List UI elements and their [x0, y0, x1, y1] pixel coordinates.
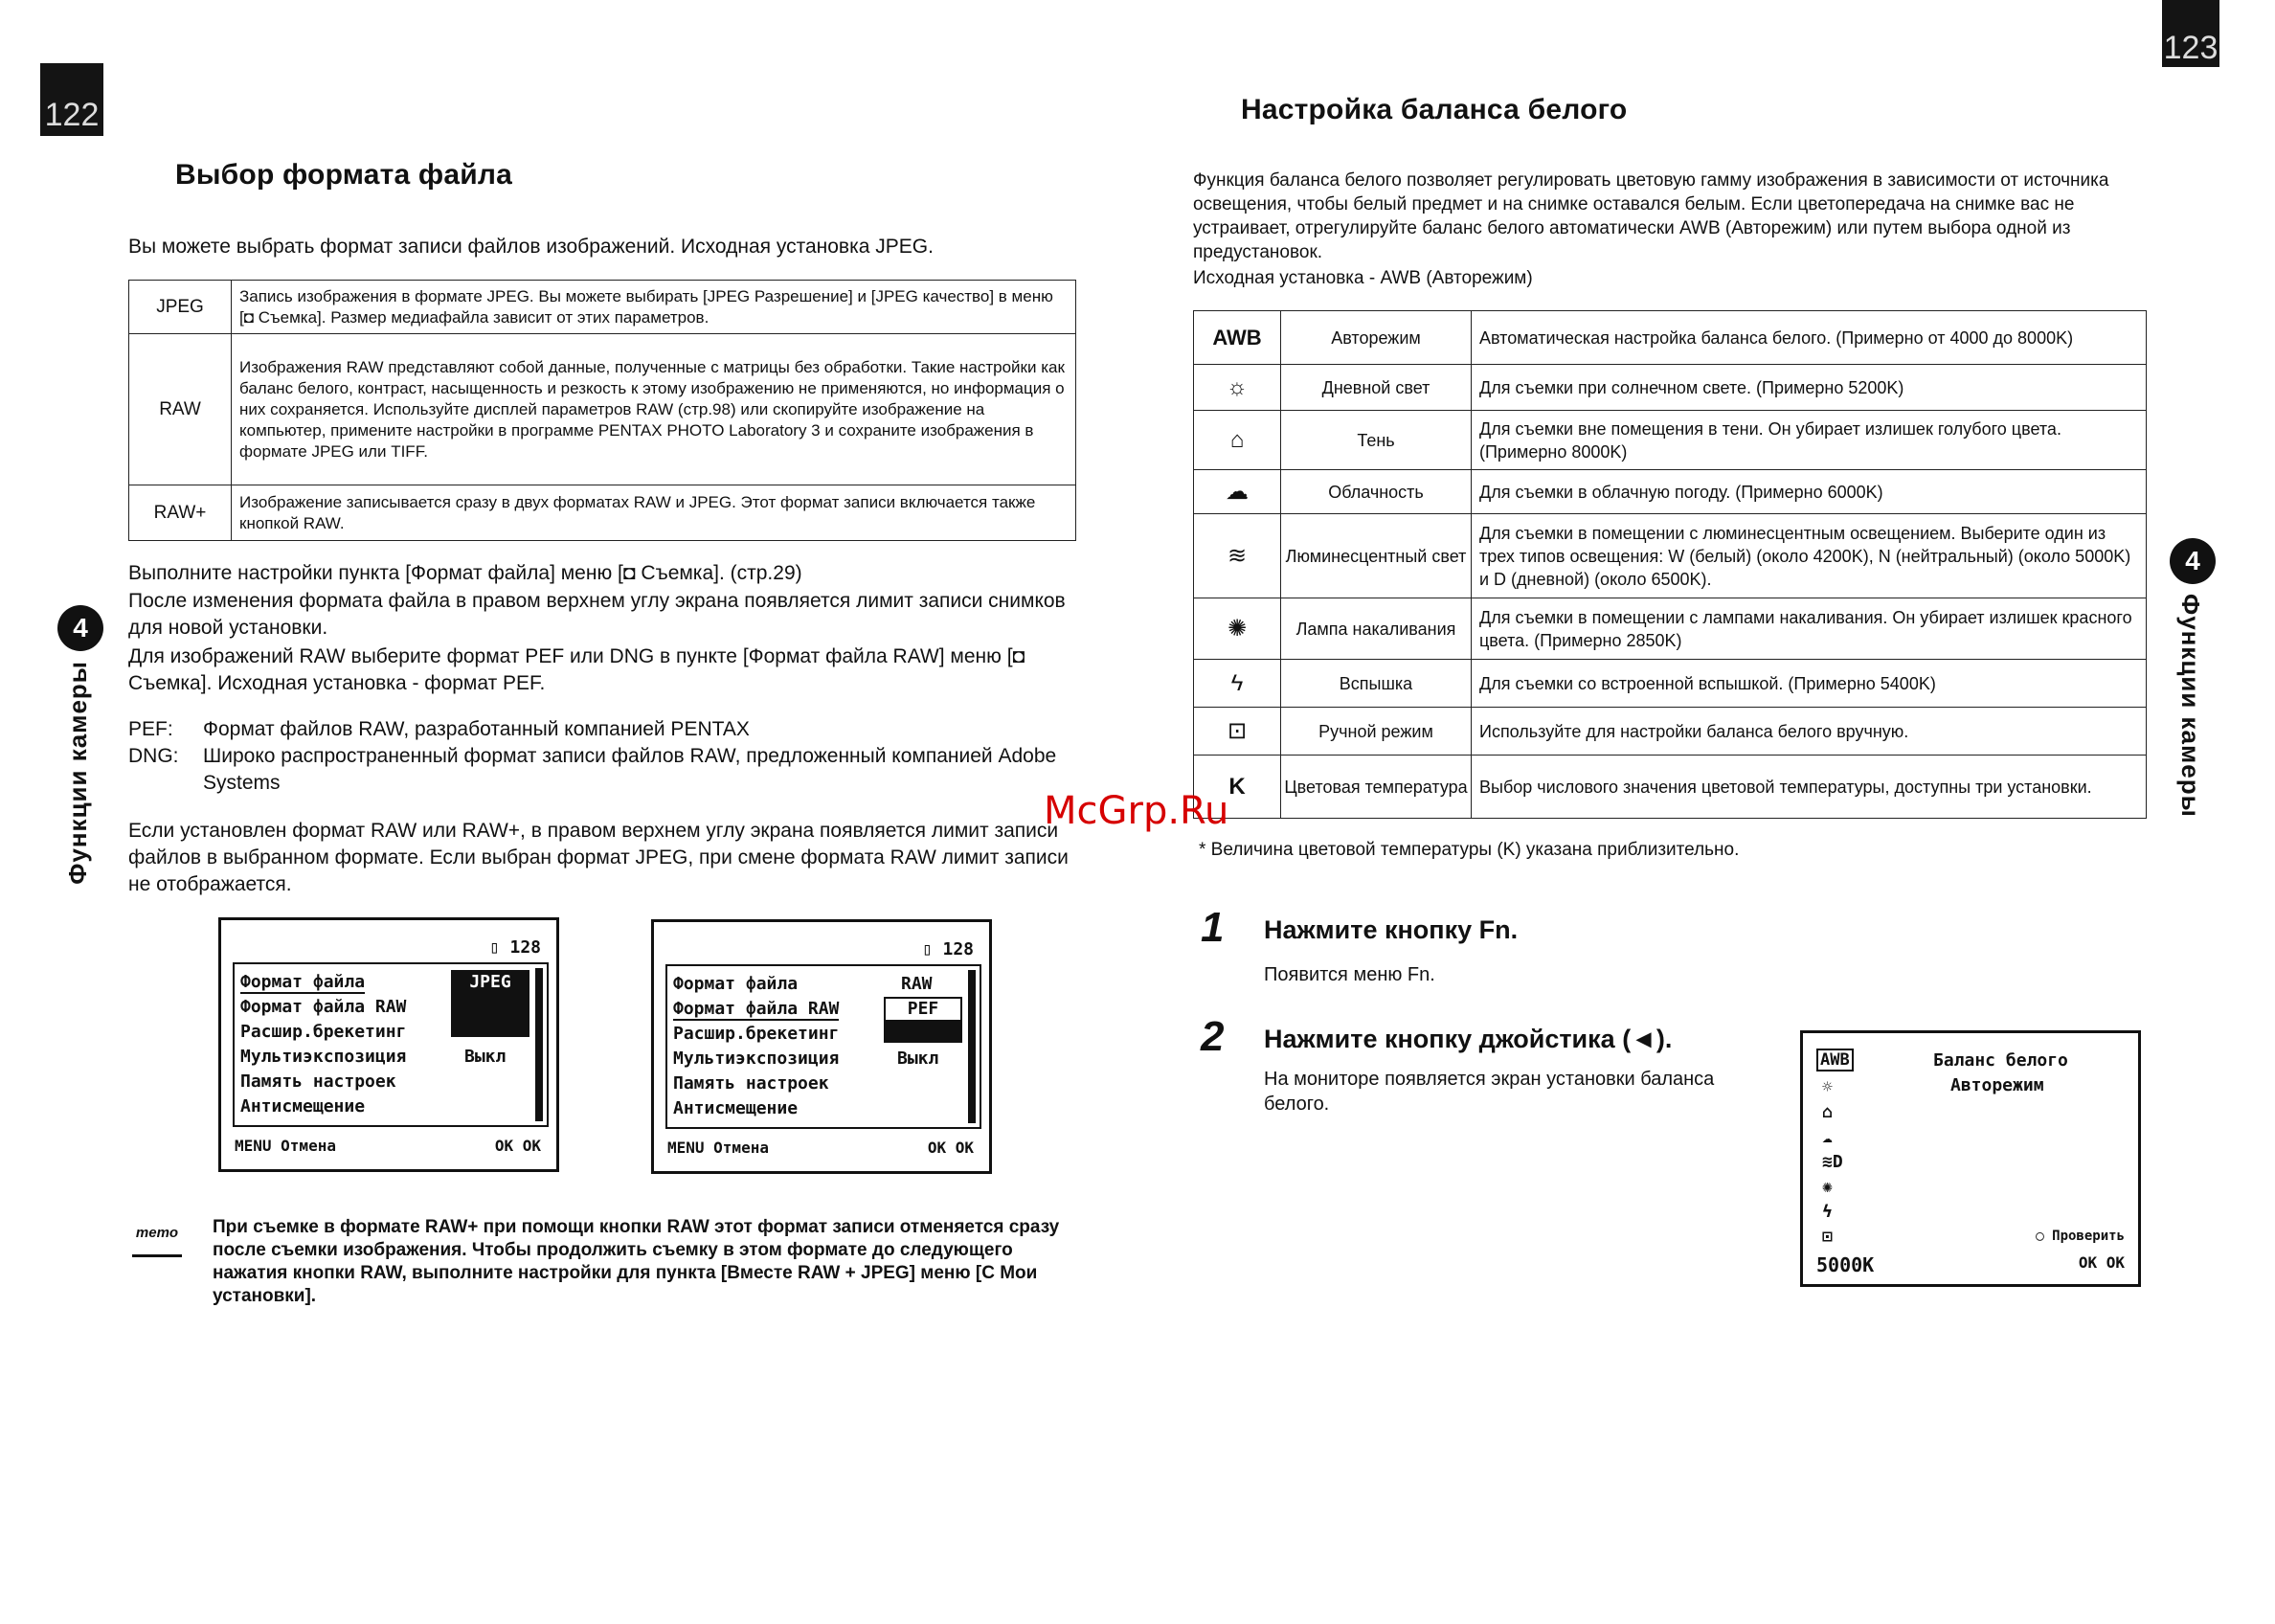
- wb-mode-desc: Для съемки в помещении с лампами накаливания. Он убирает излишек красного цвета. (Примерно 2850K): [1472, 598, 2147, 660]
- chapter-badge-left: 4: [57, 605, 103, 651]
- menu-item: Мультиэкспозиция: [240, 1047, 407, 1067]
- definition-text: Формат файлов RAW, разработанный компанией PENTAX: [203, 718, 750, 740]
- menu-item: Формат файла: [240, 972, 366, 992]
- ok-hint: OK OK: [494, 1137, 541, 1155]
- table-row: [1194, 470, 2147, 514]
- table-row: [1194, 411, 2147, 470]
- popup-value: JPEG: [469, 972, 511, 992]
- fluorescent-icon: ≋D: [1822, 1152, 1843, 1172]
- check-hint: ◯ Проверить: [2036, 1229, 2125, 1244]
- footnote: * Величина цветовой температуры (K) указана приблизительно.: [1199, 840, 1740, 860]
- side-label-left: Функции камеры: [63, 661, 92, 885]
- color-temp-icon: K: [1194, 756, 1281, 819]
- raw-format-popup: [884, 997, 962, 1022]
- menu-screen-raw: [651, 919, 992, 1174]
- table-row: [129, 281, 1076, 334]
- step-number: 1: [1201, 904, 1225, 951]
- memo-icon: [132, 1212, 182, 1257]
- chapter-badge-right: 4: [2170, 538, 2216, 584]
- manual-wb-icon: ⊡: [1822, 1227, 1833, 1247]
- wb-screen-subtitle: Авторежим: [1950, 1075, 2044, 1095]
- table-row: [129, 334, 1076, 485]
- manual-wb-icon: ⊡: [1194, 708, 1281, 756]
- table-row: [1194, 660, 2147, 708]
- right-page-title: Настройка баланса белого: [1241, 94, 1628, 125]
- wb-mode-name: Вспышка: [1281, 660, 1472, 708]
- wb-mode-name: Лампа накаливания: [1281, 598, 1472, 660]
- left-intro: Вы можете выбрать формат записи файлов изображений. Исходная установка JPEG.: [128, 236, 934, 258]
- format-key: JPEG: [129, 281, 232, 334]
- popup-value: PEF: [907, 999, 939, 1019]
- file-format-table: [128, 280, 1076, 541]
- wb-mode-name: Люминесцентный свет: [1281, 514, 1472, 598]
- menu-item: Антисмещение: [240, 1096, 366, 1116]
- menu-item: Память настроек: [240, 1071, 396, 1092]
- wb-mode-desc: Выбор числового значения цветовой температуры, доступны три установки.: [1472, 756, 2147, 819]
- side-label-right: Функции камеры: [2176, 594, 2205, 818]
- menu-item: Антисмещение: [673, 1098, 799, 1118]
- menu-list: [665, 964, 981, 1129]
- wb-screen: [1800, 1030, 2141, 1287]
- wb-mode-desc: Для съемки со встроенной вспышкой. (Примерно 5400K): [1472, 660, 2147, 708]
- right-intro: Функция баланса белого позволяет регулировать цветовую гамму изображения в зависимости от источника освещения, чтобы белый предмет и на снимке оставался белым. Если цветопередача на снимке вас не устраивает, отрегулируйте баланс белого автоматически AWB (Авторежим) или путем выбора одной из предустановок.: [1193, 170, 2109, 262]
- flash-icon: ϟ: [1822, 1202, 1833, 1222]
- multi-exposure-value: Выкл: [464, 1047, 507, 1067]
- menu-item: Формат файла RAW: [673, 999, 840, 1019]
- cancel-hint: MENU Отмена: [667, 1139, 769, 1157]
- wb-mode-name: Облачность: [1281, 470, 1472, 514]
- wb-icon-column: [1816, 1047, 1870, 1273]
- scrollbar: [968, 970, 976, 1123]
- flash-icon: ϟ: [1194, 660, 1281, 708]
- left-para-1: Выполните настройки пункта [Формат файла] меню [◘ Съемка]. (стр.29): [128, 562, 802, 584]
- wb-mode-desc: Автоматическая настройка баланса белого. (Примерно от 4000 до 8000K): [1472, 311, 2147, 365]
- page-number-left: 122: [40, 63, 103, 136]
- table-row: [1194, 708, 2147, 756]
- format-popup: [451, 970, 529, 1037]
- step-text: На мониторе появляется экран установки баланса белого.: [1264, 1069, 1715, 1115]
- table-row: [1194, 514, 2147, 598]
- step-number: 2: [1201, 1013, 1225, 1060]
- popup-fill: [884, 1022, 962, 1043]
- awb-icon: AWB: [1194, 311, 1281, 365]
- page-number-right: 123: [2162, 0, 2219, 67]
- ok-hint: OK OK: [2078, 1253, 2125, 1272]
- left-para-3: Для изображений RAW выберите формат PEF или DNG в пункте [Формат файла RAW] меню [◘ Съемка]. Исходная установка - формат PEF.: [128, 645, 1025, 694]
- menu-item: Расшир.брекетинг: [673, 1024, 840, 1044]
- memo-text: При съемке в формате RAW+ при помощи кнопки RAW этот формат записи отменяется сразу после съемки изображения. Чтобы продолжить съемку в этом формате до следующего нажатия кнопки RAW, выполните настройки для пункта [Вместе RAW + JPEG] меню [C Мои установки].: [213, 1217, 1060, 1306]
- table-row: [1194, 365, 2147, 411]
- wb-mode-name: Ручной режим: [1281, 708, 1472, 756]
- step-text: Появится меню Fn.: [1264, 964, 1435, 985]
- awb-icon: AWB: [1816, 1049, 1854, 1071]
- tungsten-icon: ✺: [1194, 598, 1281, 660]
- definition-list: [128, 716, 1086, 797]
- definition-dng: [128, 743, 1086, 797]
- definition-text: Широко распространенный формат записи файлов RAW, предложенный компанией Adobe Systems: [203, 745, 1057, 794]
- format-desc: Изображения RAW представляют собой данные, полученные с матрицы без обработки. Такие настройки как баланс белого, контраст, насыщенность и резкость к этому изображению не применяются, но информация о них сохраняется. Используйте дисплей параметров RAW (стр.98) или скопируйте изображение на компьютер, примените настройки в программе PENTAX PHOTO Laboratory 3 и сохраните изображения в формате JPEG или TIFF.: [232, 334, 1076, 485]
- table-row: [129, 485, 1076, 541]
- format-key: RAW: [129, 334, 232, 485]
- cloud-icon: ☁: [1194, 470, 1281, 514]
- table-row: [1194, 598, 2147, 660]
- table-row: [1194, 756, 2147, 819]
- cloud-icon: ☁: [1822, 1127, 1833, 1147]
- format-key: RAW+: [129, 485, 232, 541]
- wb-mode-desc: Для съемки в помещении с люминесцентным освещением. Выберите один из трех типов освещения: W (белый) (около 4200K), N (нейтральный) (около 5000K) и D (дневной) (около 6500K).: [1472, 514, 2147, 598]
- file-format-value: RAW: [901, 974, 933, 994]
- step-heading: Нажмите кнопку Fn.: [1264, 915, 1519, 944]
- definition-term: PEF:: [128, 718, 173, 740]
- shots-remaining: ▯ 128: [488, 937, 541, 958]
- menu-item: Формат файла: [673, 974, 799, 994]
- wb-temperature: 5000K: [1816, 1253, 1875, 1276]
- scrollbar: [535, 968, 543, 1121]
- shots-remaining: ▯ 128: [921, 939, 974, 959]
- wb-mode-desc: Для съемки вне помещения в тени. Он убирает излишек голубого цвета. (Примерно 8000K): [1472, 411, 2147, 470]
- menu-list: [233, 962, 549, 1127]
- definition-pef: [128, 716, 1086, 743]
- fluorescent-icon: ≋: [1194, 514, 1281, 598]
- format-desc: Запись изображения в формате JPEG. Вы можете выбирать [JPEG Разрешение] и [JPEG качество] в меню [◘ Съемка]. Размер медиафайла зависит от этих параметров.: [232, 281, 1076, 334]
- wb-mode-name: Цветовая температура: [1281, 756, 1472, 819]
- menu-item: Формат файла RAW: [240, 997, 407, 1017]
- right-intro-default: Исходная установка - AWB (Авторежим): [1193, 268, 1533, 288]
- menu-item: Расшир.брекетинг: [240, 1022, 407, 1042]
- shade-icon: ⌂: [1822, 1102, 1833, 1122]
- left-para-4: Если установлен формат RAW или RAW+, в правом верхнем углу экрана появляется лимит записи файлов в выбранном формате. Если выбран формат JPEG, при смене формата RAW лимит записи не отображается.: [128, 820, 1069, 895]
- ok-hint: OK OK: [927, 1139, 974, 1157]
- menu-screen-jpeg: [218, 917, 559, 1172]
- definition-term: DNG:: [128, 745, 179, 767]
- menu-item: Память настроек: [673, 1073, 829, 1094]
- wb-mode-desc: Для съемки в облачную погоду. (Примерно 6000K): [1472, 470, 2147, 514]
- sun-icon: ☼: [1822, 1077, 1833, 1097]
- format-desc: Изображение записывается сразу в двух форматах RAW и JPEG. Этот формат записи включается также кнопкой RAW.: [232, 485, 1076, 541]
- cancel-hint: MENU Отмена: [235, 1137, 336, 1155]
- sun-icon: ☼: [1194, 365, 1281, 411]
- wb-mode-name: Дневной свет: [1281, 365, 1472, 411]
- wb-screen-title: Баланс белого: [1933, 1050, 2068, 1071]
- multi-exposure-value: Выкл: [897, 1049, 939, 1069]
- watermark: McGrp.Ru: [1044, 789, 1229, 833]
- left-page-title: Выбор формата файла: [175, 159, 513, 191]
- tungsten-icon: ✺: [1822, 1177, 1833, 1197]
- table-row: [1194, 311, 2147, 365]
- wb-mode-desc: Для съемки при солнечном свете. (Примерно 5200K): [1472, 365, 2147, 411]
- left-para-2: После изменения формата файла в правом верхнем углу экрана появляется лимит записи снимков для новой установки.: [128, 590, 1066, 639]
- wb-mode-name: Тень: [1281, 411, 1472, 470]
- menu-item: Мультиэкспозиция: [673, 1049, 840, 1069]
- wb-mode-desc: Используйте для настройки баланса белого вручную.: [1472, 708, 2147, 756]
- shade-icon: ⌂: [1194, 411, 1281, 470]
- step-heading: Нажмите кнопку джойстика (◄).: [1264, 1025, 1673, 1053]
- memo-icon-label: memo: [135, 1225, 179, 1241]
- wb-mode-name: Авторежим: [1281, 311, 1472, 365]
- white-balance-table: [1193, 310, 2147, 819]
